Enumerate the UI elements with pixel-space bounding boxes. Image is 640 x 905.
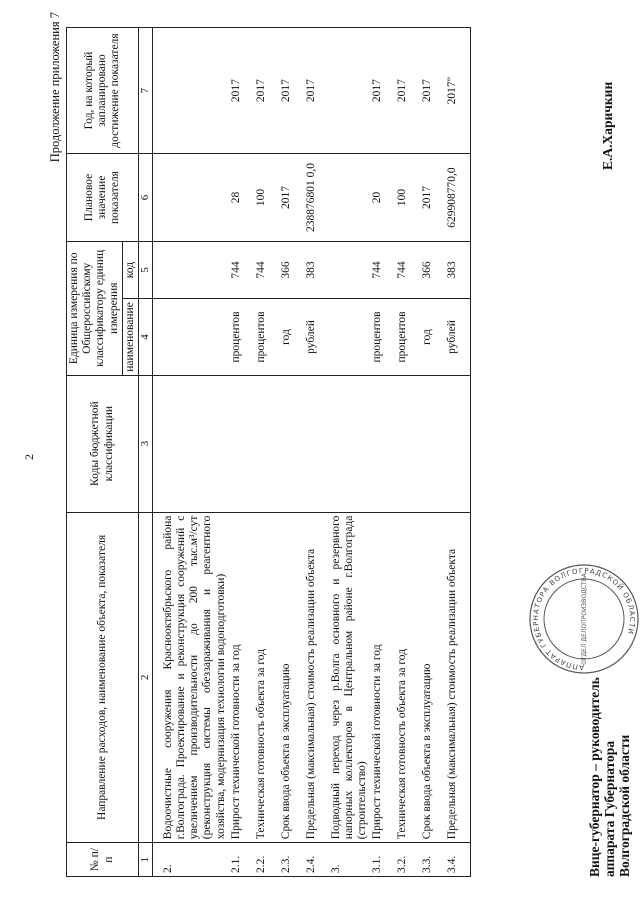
row-value: 2017 (420, 154, 445, 242)
signatory-name: Е.А.Харичкин (600, 81, 615, 170)
row-name: Срок ввода объекта в эксплуатацию (279, 512, 304, 843)
header-num: № п/п (67, 843, 139, 877)
row-name: Водоочистные сооружения Краснооктябрьского района г.Волгограда. Проектирование и реконструкция сооружений с увеличением производительности до 200 тыс.м³/сут (реконструкция системы обеззараживания и реагентного хозяйства, модернизация технологии водоподготовки) (161, 512, 229, 843)
row-unit (161, 299, 229, 376)
row-value: 20 (370, 154, 395, 242)
row-name: Предельная (максимальная) стоимость реализации объекта (304, 512, 329, 843)
row-code: 383 (304, 241, 329, 298)
row-value: 100 (395, 154, 420, 242)
row-unit: год (420, 299, 445, 376)
table-row (329, 28, 371, 877)
row-value (161, 154, 229, 242)
row-code: 383 (445, 241, 470, 298)
row-name: Предельная (максимальная) стоимость реализации объекта (445, 512, 470, 843)
col-number: 2 (139, 512, 153, 843)
col-number: 7 (139, 28, 153, 154)
row-unit: рублей (304, 299, 329, 376)
table-row (395, 28, 420, 877)
official-stamp (528, 563, 640, 675)
header-plan: Плановое значение показателя (67, 154, 139, 242)
row-value: 2017 (279, 154, 304, 242)
col-number: 1 (139, 843, 153, 877)
row-name: Подводный переход через р.Волга основного и резервного напорных коллекторов в Центральном районе г.Волгограда (строительство) (329, 512, 371, 843)
row-value: 629908770,0 (445, 154, 470, 242)
row-unit: процентов (229, 299, 254, 376)
row-code: 366 (420, 241, 445, 298)
header-unit-code: код (122, 241, 138, 298)
row-year: 2017 (254, 28, 279, 154)
table-row (161, 28, 229, 877)
signature-line: Волгоградской области (616, 734, 632, 877)
page-number: 2 (22, 454, 36, 460)
row-num: 3.1. (370, 843, 395, 877)
row-code: 744 (229, 241, 254, 298)
row-value: 28 (229, 154, 254, 242)
table-row (304, 28, 329, 877)
signature-line: аппарата Губернатора (601, 740, 617, 877)
signature-block (588, 677, 633, 877)
row-value: 100 (254, 154, 279, 242)
row-code: 744 (370, 241, 395, 298)
header-kbk: Коды бюджетной классификации (67, 375, 139, 512)
row-value (329, 154, 371, 242)
row-unit (329, 299, 371, 376)
table-row (229, 28, 254, 877)
row-num: 3. (329, 843, 371, 877)
row-num: 3.2. (395, 843, 420, 877)
stamp-outer-text: АППАРАТ ГУБЕРНАТОРА ВОЛГОГРАДСКОЙ ОБЛАСТИ (531, 566, 637, 672)
row-year: 2017 (304, 28, 329, 154)
row-year (161, 28, 229, 154)
row-unit: год (279, 299, 304, 376)
row-num: 2.3. (279, 843, 304, 877)
col-number: 5 (139, 241, 153, 298)
header-year: Год, на который запланировано достижение показателя (67, 28, 139, 154)
col-number: 3 (139, 375, 153, 512)
row-year: 2017" (445, 28, 470, 154)
row-year: 2017 (370, 28, 395, 154)
row-num: 3.4. (445, 843, 470, 877)
row-num: 3.3. (420, 843, 445, 877)
header-unit-group: Единица измерения по Общероссийскому классификатору единиц измерения (67, 241, 123, 375)
row-unit: рублей (445, 299, 470, 376)
row-code: 744 (254, 241, 279, 298)
header-name: Направление расходов, наименование объекта, показателя (67, 512, 139, 843)
row-year: 2017 (229, 28, 254, 154)
row-unit: процентов (395, 299, 420, 376)
row-name: Техническая готовность объекта за год (395, 512, 420, 843)
row-value: 238876801 0,0 (304, 154, 329, 242)
table-row (254, 28, 279, 877)
col-number: 4 (139, 299, 153, 376)
header-unit-name: наименование (122, 299, 138, 376)
row-unit: процентов (254, 299, 279, 376)
table-row (370, 28, 395, 877)
table-row (420, 28, 445, 877)
indicators-table (66, 27, 471, 877)
continuation-caption: Продолжение приложения 7 (48, 12, 62, 163)
row-year: 2017 (420, 28, 445, 154)
row-num: 2.4. (304, 843, 329, 877)
row-num: 2. (161, 843, 229, 877)
row-code (329, 241, 371, 298)
row-unit: процентов (370, 299, 395, 376)
signature-line: Вице-губернатор – руководитель (587, 677, 602, 877)
row-num: 2.1. (229, 843, 254, 877)
stamp-inner-text: ОТДЕЛ ДЕЛОПРОИЗВОДСТВА (581, 573, 588, 665)
col-number: 6 (139, 154, 153, 242)
row-name: Прирост технической готовности за год (370, 512, 395, 843)
row-code: 366 (279, 241, 304, 298)
row-num: 2.2. (254, 843, 279, 877)
row-year (329, 28, 371, 154)
row-year: 2017 (395, 28, 420, 154)
row-year: 2017 (279, 28, 304, 154)
row-code: 744 (395, 241, 420, 298)
row-name: Срок ввода объекта в эксплуатацию (420, 512, 445, 843)
row-name: Прирост технической готовности за год (229, 512, 254, 843)
row-code (161, 241, 229, 298)
table-row (445, 28, 470, 877)
table-row (279, 28, 304, 877)
row-name: Техническая готовность объекта за год (254, 512, 279, 843)
